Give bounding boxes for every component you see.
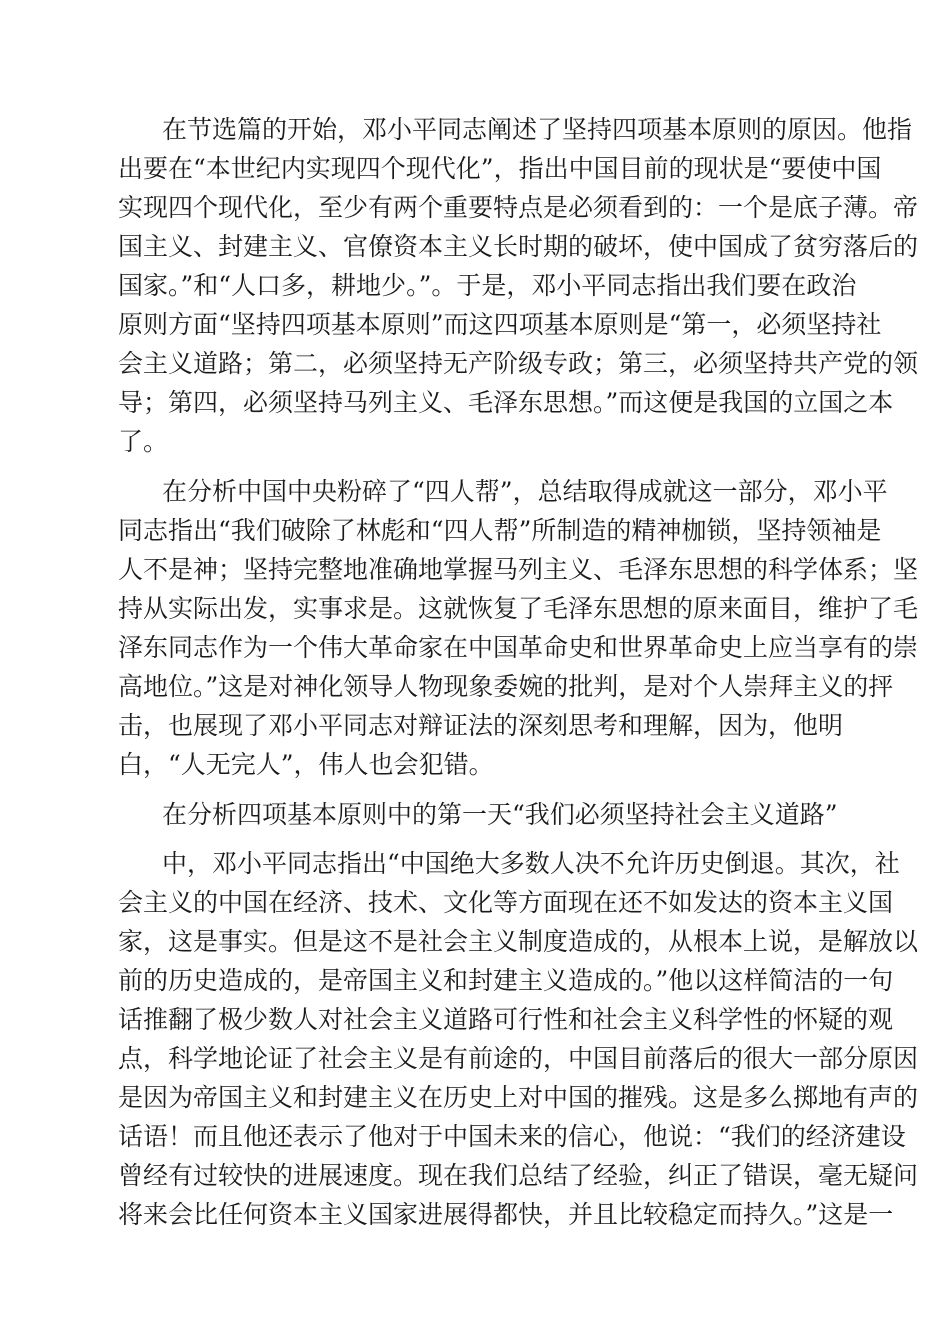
- text-line: 话推翻了极少数人对社会主义道路可行性和社会主义科学性的怀疑的观: [118, 1005, 894, 1034]
- text-line: 会主义道路；第二，必须坚持无产阶级专政；第三，必须坚持共产党的领: [118, 349, 919, 378]
- text-line: 高地位。”这是对神化领导人物现象委婉的批判，是对个人崇拜主义的抨: [118, 672, 894, 701]
- text-line: 在分析四项基本原则中的第一天“我们必须坚持社会主义道路”: [162, 800, 838, 829]
- text-line: 原则方面“坚持四项基本原则”而这四项基本原则是“第一，必须坚持社: [118, 310, 882, 339]
- text-line: 在节选篇的开始，邓小平同志阐述了坚持四项基本原则的原因。他指: [162, 115, 913, 144]
- text-line: 曾经有过较快的进展速度。现在我们总结了经验，纠正了错误，毫无疑问: [118, 1161, 919, 1190]
- text-line: 中，邓小平同志指出“中国绝大多数人决不允许历史倒退。其次，社: [162, 849, 900, 878]
- text-line: 前的历史造成的，是帝国主义和封建主义造成的。”他以这样简洁的一句: [118, 966, 894, 995]
- text-line: 人不是神；坚持完整地准确地掌握马列主义、毛泽东思想的科学体系；坚: [118, 555, 919, 584]
- text-line: 点，科学地论证了社会主义是有前途的，中国目前落后的很大一部分原因: [118, 1044, 919, 1073]
- text-line: 导；第四，必须坚持马列主义、毛泽东思想。”而这便是我国的立国之本: [118, 388, 894, 417]
- text-line: 是因为帝国主义和封建主义在历史上对中国的摧残。这是多么掷地有声的: [118, 1083, 919, 1112]
- text-line: 击，也展现了邓小平同志对辩证法的深刻思考和理解，因为，他明: [118, 711, 844, 740]
- text-line: 将来会比任何资本主义国家进展得都快，并且比较稳定而持久。”这是一: [118, 1200, 894, 1229]
- text-line: 国家。”和“人口多，耕地少。”。于是，邓小平同志指出我们要在政治: [118, 271, 857, 300]
- text-line: 在分析中国中央粉碎了“四人帮”，总结取得成就这一部分，邓小平: [162, 477, 888, 506]
- text-line: 了。: [118, 427, 169, 456]
- text-line: 家，这是事实。但是这不是社会主义制度造成的，从根本上说，是解放以: [118, 927, 919, 956]
- text-line: 同志指出“我们破除了林彪和“四人帮”所制造的精神枷锁，坚持领袖是: [118, 516, 882, 545]
- text-line: 话语！而且他还表示了他对于中国未来的信心，他说：“我们的经济建设: [118, 1122, 906, 1151]
- text-line: 会主义的中国在经济、技术、文化等方面现在还不如发达的资本主义国: [118, 888, 894, 917]
- text-line: 白，“人无完人”，伟人也会犯错。: [118, 750, 494, 779]
- text-line: 泽东同志作为一个伟大革命家在中国革命史和世界革命史上应当享有的崇: [118, 633, 919, 662]
- text-line: 实现四个现代化，至少有两个重要特点是必须看到的：一个是底子薄。帝: [118, 193, 919, 222]
- text-line: 出要在“本世纪内实现四个现代化”，指出中国目前的现状是“要使中国: [118, 154, 882, 183]
- text-line: 持从实际出发，实事求是。这就恢复了毛泽东思想的原来面目，维护了毛: [118, 594, 919, 623]
- text-line: 国主义、封建主义、官僚资本主义长时期的破坏，使中国成了贫穷落后的: [118, 232, 919, 261]
